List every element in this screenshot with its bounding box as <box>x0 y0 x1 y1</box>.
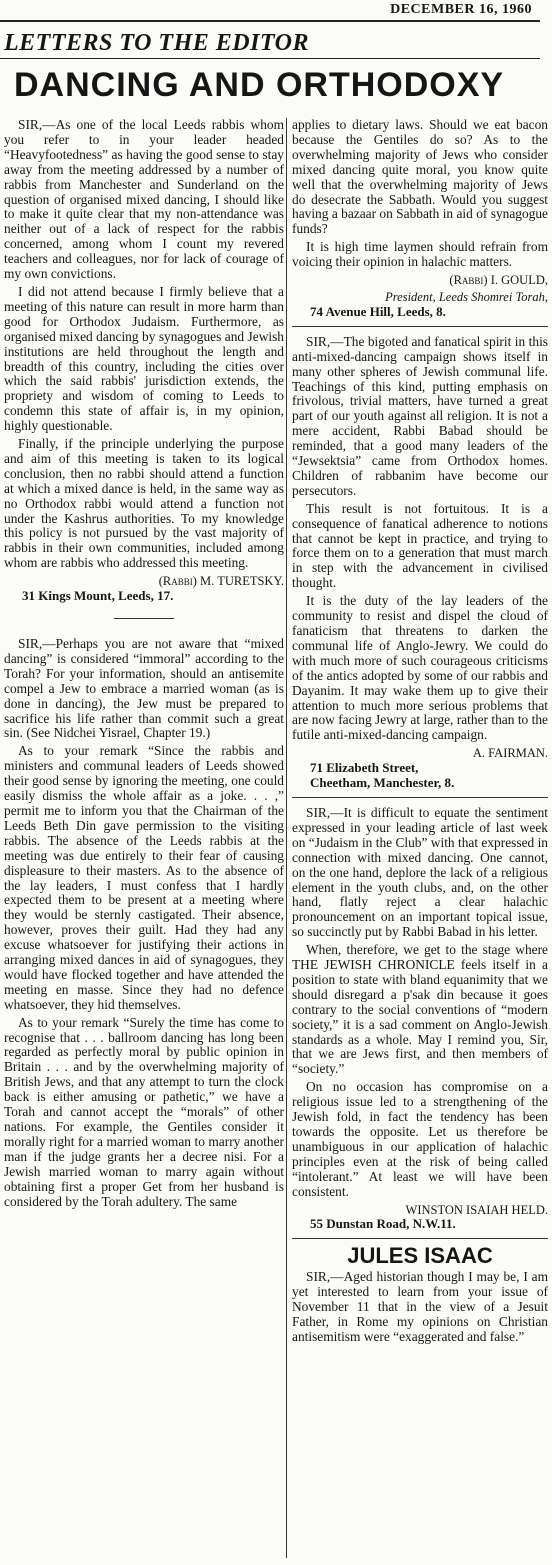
letter-paragraph: SIR,—It is difficult to equate the sentiment expressed in your leading article of last week on “Judaism in the Club” with that expressed in connection with mixed dancing. One cannot, on the one hand, deplore the lack of a religious element in the youth clubs, and, on the other hand, flatly reject a clear halachic pronouncement on an important topical issue, so succinctly put by Rabbi Babad in his letter. <box>292 804 548 940</box>
letter-paragraph: SIR,—Perhaps you are not aware that “mixed dancing” is considered “immoral” according to the Torah? For your information, should an antisemite compel a Jew to embrace a married woman (as is done in dancing), the Jew must be prepared to sacrifice his life rather than commit such a great sin. (See Nidchei Yisrael, Chapter 19.) <box>4 636 284 741</box>
letter-paragraph: It is high time laymen should refrain from voicing their opinion in halachic matters. <box>292 239 548 270</box>
letter-paragraph: As to your remark “Since the rabbis and ministers and communal leaders of Leeds showed their good sense by ignoring the meeting, one could easily dismiss the whole affair as a joke. . . ,” permit me to inform you that the Chairman of the Leeds Beth Din gave permission to the visiting rabbis. The absence of the Leeds rabbis at the meeting was due entirely to their fear of causing displeasure to their masters. As to the absence of the lay leaders, I must confess that I hardly expected them to be present at a meeting where they would be sternly castigated. Their absence, however, proves their guilt. Had they had any excuse whatsoever for justifying their actions in arranging mixed dances in aid of synagogues, they would have flocked together and have attended the meeting en masse. Since they had no defence whatsoever, they hid themselves. <box>4 743 284 1012</box>
letter-paragraph: It is the duty of the lay leaders of the community to resist and dispel the cloud of fanaticism that threatens to darken the communal life of Anglo-Jewry. We could do with much more of such courageous criticisms of the antics adopted by some of our rabbis and Dayanim. It may wake them up to give their attention to much more serious problems that are now facing Jewry at large, rather than to the futile anti-mixed-dancing campaign. <box>292 593 548 743</box>
left-column <box>4 118 284 1212</box>
letter-paragraph: When, therefore, we get to the stage where THE JEWISH CHRONICLE feels itself in a position to state with bland equanimity that we should disregard a p'sak din because it goes contrary to the social conventions of “modern society,” it is a sad comment on Anglo-Jewish standards as a whole. May I remind you, Sir, that we are Jews first, and then members of “society.” <box>292 942 548 1077</box>
letter-held <box>292 806 548 1232</box>
letter-paragraph: As to your remark “Surely the time has come to recognise that . . . ballroom dancing has long been regarded as perfectly moral by public opinion in Britain . . . and by the overwhelming majority of British Jews, and that any attempt to turn the clock back is either amusing or pathetic,” we have a Torah and cannot accept the “morals” of other nations. For example, the Gentiles consider it morally right for a married woman to marry another man if the judge grants her a decree nisi. For a Jewish married woman to marry again without obtaining first a proper Get from her husband is considered by the Torah adultery. The same <box>4 1014 284 1209</box>
address: 74 Avenue Hill, Leeds, 8. <box>310 303 446 319</box>
article-heading: JULES ISAAC <box>347 1243 493 1269</box>
headline: DANCING AND ORTHODOXY <box>14 66 505 104</box>
letter-paragraph: This result is not fortuitous. It is a consequence of fanatical adherence to notions that cannot be kept in practice, and trying to force them on to a generation that must march in step with the advancement in civilised thought. <box>292 500 548 591</box>
issue-date: DECEMBER 16, 1960 <box>390 2 532 17</box>
section-rule <box>0 58 540 59</box>
address-line: Cheetham, Manchester, 8. <box>310 775 455 791</box>
letter-paragraph: Finally, if the principle underlying the purpose and aim of this meeting is taken to its logical conclusion, then no rabbi should attend a function at which a mixed dance is held, in the same way as no Orthodox rabbi would attend a function not under the Kashrus authorities. To my knowledge this policy is not pursued by the vast majority of rabbis in their own communities, included among whom are rabbis who addressed this meeting. <box>4 436 284 571</box>
signature-title: President, Leeds Shomrei Torah, <box>385 289 548 304</box>
letter-paragraph: applies to dietary laws. Should we eat bacon because the Gentiles do so? As to the overwhelming majority of Jews who consider mixed dancing quite moral, you know quite well that the overwhelming majority of Jews do desecrate the Sabbath. Would you suggest having a bazaar on Sabbath in aid of synagogue funds? <box>292 117 548 237</box>
letter-separator <box>292 797 548 798</box>
letter-turetsky <box>4 118 284 604</box>
letter-fairman <box>292 335 548 791</box>
signature: (Rabbi) I. GOULD, <box>449 273 548 288</box>
letter-paragraph: SIR,—Aged historian though I may be, I am yet interested to learn from your issue of November 11 that in the view of a Jesuit Father, in Rome my opinions on Christian antisemitism were “exaggerated and false.” <box>292 1269 548 1344</box>
address-line: 71 Elizabeth Street, <box>310 760 419 776</box>
letter-separator <box>114 618 174 619</box>
address: 55 Dunstan Road, N.W.11. <box>310 1216 456 1232</box>
signature: A. FAIRMAN. <box>472 746 548 761</box>
section-title: LETTERS TO THE EDITOR <box>4 30 309 56</box>
letter-paragraph: SIR,—The bigoted and fanatical spirit in this anti-mixed-dancing campaign shows itself in many other spheres of Jewish communal life. Teachings of this kind, putting emphasis on frivolous, trivial matters, have turned a great part of our youth against all religion. It is not a mere accident, Rabbi Babad should be reminded, that a good many leaders of the “Jewsektsia” came from Orthodox homes. Children of rabbanim have become our persecutors. <box>292 333 548 498</box>
letter-paragraph: SIR,—As one of the local Leeds rabbis whom you refer to in your leader headed “Heavyfootedness” as having the good sense to stay away from the meeting addressed by a number of rabbis from Manchester and Sunderland on the question of organised mixed dancing, I should like to make it quite clear that my non-attendance was neither out of a lack of respect for the rabbis concerned, among whom I count my revered teachers and colleagues, nor for lack of courage of my own convictions. <box>4 117 284 282</box>
top-rule <box>0 20 540 22</box>
column-divider <box>286 118 287 1558</box>
letter-paragraph: On no occasion has compromise on a religious issue led to a strengthening of the Jewish fold, in fact the tendency has been towards the opposite. Let us therefore be unambiguous in our application of halachic principles even at the risk of being called “intolerant.” At least we will have been consistent. <box>292 1079 548 1199</box>
article-separator <box>292 1238 548 1239</box>
letter-gould-continued <box>292 118 548 320</box>
letter-separator <box>292 326 548 327</box>
right-column <box>292 118 548 1348</box>
letter-paragraph: I did not attend because I firmly believe that a meeting of this nature can result in more harm than good for Orthodox Judaism. Furthermore, as organised mixed dancing by synagogues and Jewish institutions are held throughout the length and breadth of this country, including the cities over which the said rabbis' jurisdiction extends, the propriety and wisdom of coming to Leeds to condemn this state of affair is, in my opinion, highly questionable. <box>4 283 284 434</box>
address: 31 Kings Mount, Leeds, 17. <box>22 588 174 604</box>
signature: WINSTON ISAIAH HELD. <box>405 1202 548 1217</box>
signature: (Rabbi) M. TURETSKY. <box>158 574 284 589</box>
article-jules-isaac <box>292 1243 548 1344</box>
letter-gould <box>4 637 284 1209</box>
